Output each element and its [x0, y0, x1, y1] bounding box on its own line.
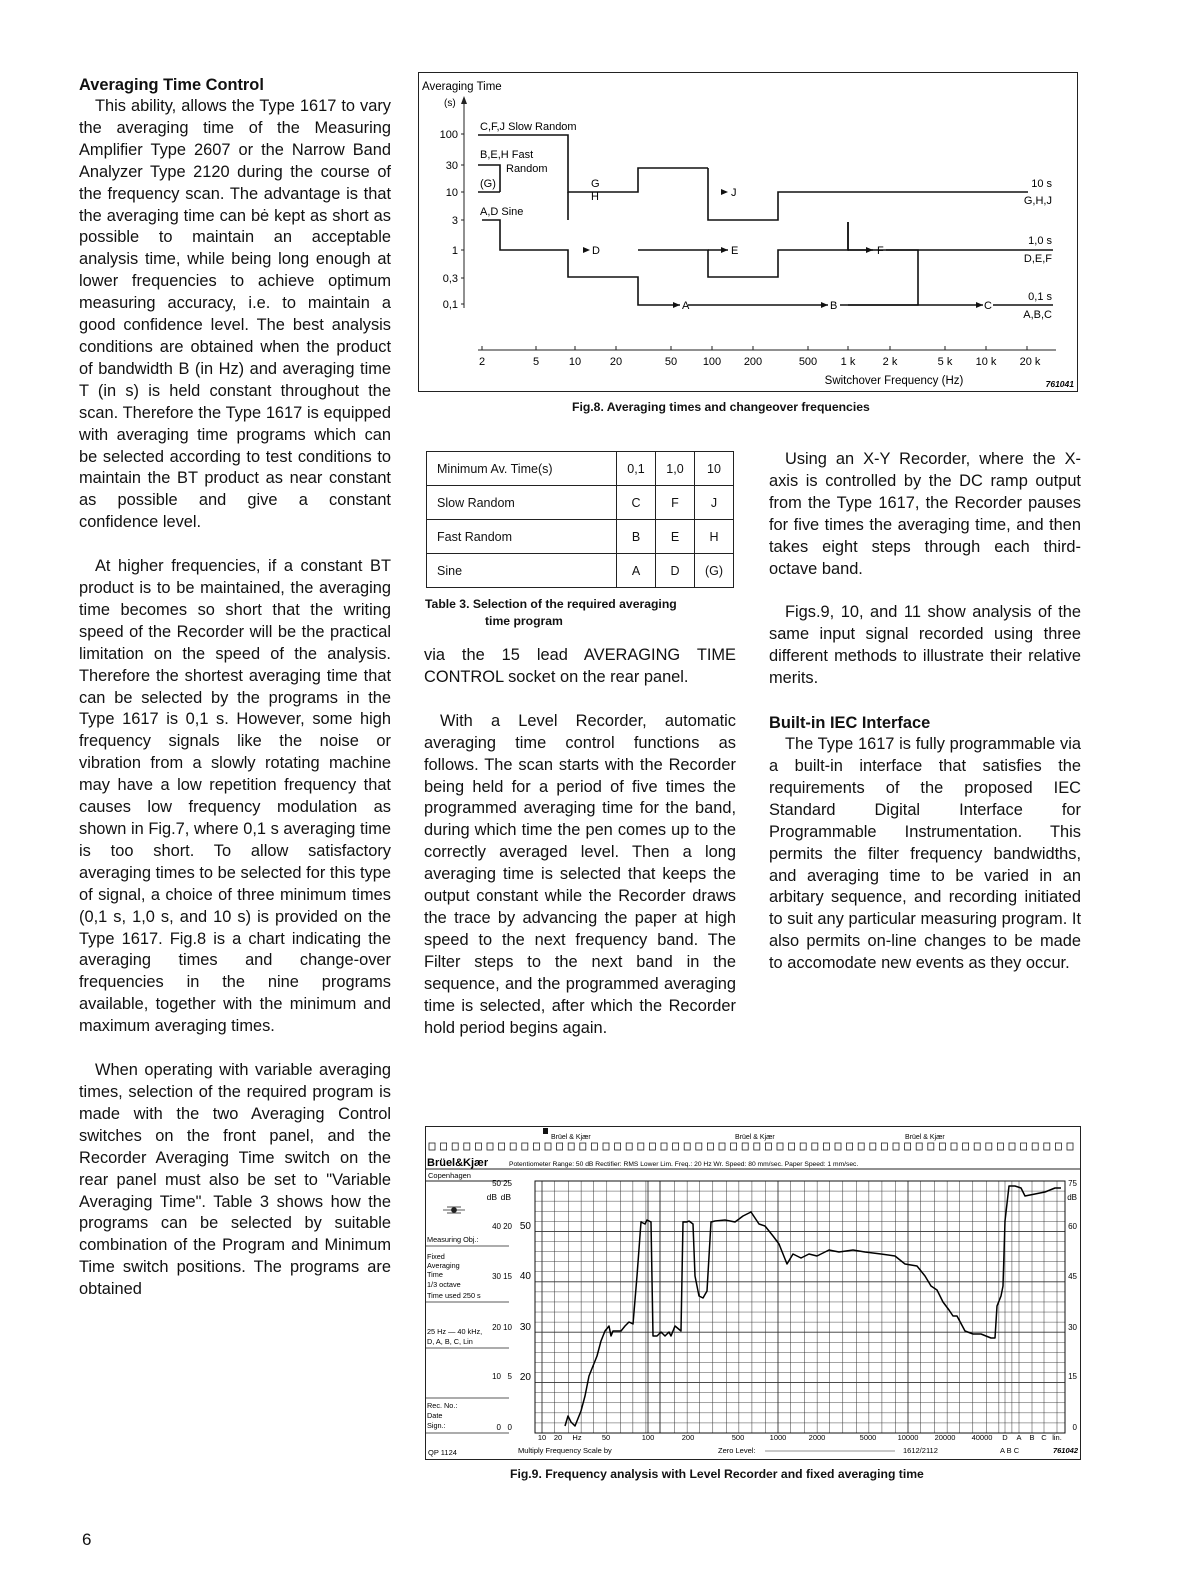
sprocket-hole [858, 1143, 864, 1150]
side-field: Fixed [427, 1252, 445, 1261]
paragraph: When operating with variable averaging times, selection of the required program is made with the two Averaging Control switches on the front panel, and the Recorder Averaging Time switch on the rear panel must also be set to "Variable Averaging Time". Table 3 shows how the programs can be selected by suitable combination of the Program and Minimum Time switch positions. The programs are obtained [79, 1061, 391, 1299]
label-E: E [731, 245, 739, 257]
label-def: D,E,F [1023, 253, 1052, 265]
sprocket-hole [1067, 1143, 1073, 1150]
table-row [427, 554, 734, 588]
x-tick-label: 40000 [971, 1433, 993, 1442]
x-tick-label: 2 k [882, 356, 898, 368]
sprocket-hole [696, 1143, 702, 1150]
side-field: 1/3 octave [427, 1280, 461, 1289]
x-tick-label: lin. [1052, 1433, 1062, 1442]
x-tick-label: 200 [681, 1433, 695, 1442]
table-cell: J [695, 486, 734, 520]
x-tick-label: 500 [731, 1433, 745, 1442]
scale-right: 75 [1068, 1179, 1077, 1188]
scale-inner: 25 [503, 1179, 512, 1188]
sprocket-hole [603, 1143, 609, 1150]
scale-inner: 15 [503, 1272, 512, 1281]
scale-inner: 20 [503, 1222, 512, 1231]
column-middle [424, 645, 736, 1039]
scale-right: 45 [1068, 1272, 1077, 1281]
sprocket-hole [997, 1143, 1003, 1150]
scale-outer: 0 [496, 1423, 501, 1432]
sprocket-hole [881, 1143, 887, 1150]
sprocket-hole [777, 1143, 783, 1150]
side-field: Measuring Obj.: [427, 1235, 479, 1244]
sprocket-hole [499, 1143, 505, 1150]
x-tick-label: 100 [702, 356, 722, 368]
x-tick-label: 1 k [840, 356, 856, 368]
sprocket-hole [638, 1143, 644, 1150]
logo-icon [443, 1207, 465, 1213]
scale-outer: 20 [492, 1323, 501, 1332]
table-row [427, 486, 734, 520]
y-axis-label: Averaging Time [422, 81, 502, 93]
table-cell: Sine [427, 554, 617, 588]
y-tick-label: 30 [445, 160, 458, 172]
table-cell: E [656, 520, 695, 554]
paragraph: via the 15 lead AVERAGING TIME CONTROL socket on the rear panel. [424, 646, 736, 686]
sprocket-hole [812, 1143, 818, 1150]
scale-outer: 10 [492, 1372, 501, 1381]
sprocket-hole [847, 1143, 853, 1150]
y-tick-label: 3 [451, 215, 458, 227]
label-10s: 10 s [1031, 178, 1052, 190]
sprocket-hole [905, 1143, 911, 1150]
table-header-cell: 0,1 [617, 452, 656, 486]
table-cell: D [656, 554, 695, 588]
y-tick-label: 100 [439, 129, 458, 141]
model-code: 1612/2112 [903, 1446, 938, 1455]
sprocket-hole [487, 1143, 493, 1150]
sprocket-hole [568, 1143, 574, 1150]
paragraph: The Type 1617 is fully programmable via a built-in interface that satisfies the requirements of the proposed IEC Standard Digital Interface for Programmable Instrumentation. This permits the filter frequency bandwidths, and averaging time to be varied in an arbitary sequence, and recording initiated to suit any particular measuring program. It also permits on-line changes to be made to accomodate new events as they occur. [769, 735, 1081, 973]
x-tick-label: 20000 [934, 1433, 956, 1442]
sprocket-hole [545, 1143, 551, 1150]
x-tick-label: A [1016, 1433, 1022, 1442]
y-tick-label: 10 [445, 187, 458, 199]
weighting-labels: A B C [1000, 1446, 1020, 1455]
scale-db: 50 [519, 1221, 531, 1232]
column-right [769, 449, 1081, 975]
y-axis-unit: (s) [444, 98, 456, 109]
x-tick-label: 500 [798, 356, 818, 368]
paragraph: With a Level Recorder, automatic averaging time control functions as follows. The scan starts with the Recorder being held for a period of five times the programmed averaging time for the band, during which time the pen comes up to the correctly averaged level. Then a long averaging time is selected that keeps the output constant while the Recorder draws the trace by advancing the paper at high speed to the next frequency band. The Filter steps to the next band in the sequence, and the programmed averaging time is selected, after which the Recorder hold period begins again. [424, 711, 736, 1037]
sprocket-hole [800, 1143, 806, 1150]
sprocket-hole [1009, 1143, 1015, 1150]
y-tick-label: 0,1 [442, 299, 458, 311]
scale-outer: 40 [492, 1222, 501, 1231]
x-tick-label: 20 [609, 356, 623, 368]
brand-mark: Brüel & Kjær [551, 1134, 591, 1141]
sprocket-hole [870, 1143, 876, 1150]
multiply-scale-label: Multiply Frequency Scale by [518, 1446, 612, 1455]
x-tick-label: 5 k [937, 356, 953, 368]
label-H: H [591, 191, 599, 203]
x-tick-label: 2 [478, 356, 486, 368]
scale-right: 30 [1068, 1323, 1077, 1332]
figure-code: 761042 [1052, 1446, 1078, 1455]
x-tick-label: 10 [568, 356, 582, 368]
brand-mark: Brüel & Kjær [905, 1134, 945, 1141]
label-1s: 1,0 s [1028, 235, 1052, 247]
x-tick-label: B [1029, 1433, 1035, 1442]
x-tick-label: Hz [572, 1433, 582, 1442]
scale-inner: 10 [503, 1323, 512, 1332]
label-D: D [592, 245, 600, 257]
sprocket-hole [464, 1143, 470, 1150]
label-abc: A,B,C [1023, 309, 1052, 321]
db-label: dB [1067, 1193, 1077, 1202]
brand-mark: Brüel & Kjær [735, 1134, 775, 1141]
x-tick-label: 100 [641, 1433, 655, 1442]
sprocket-hole [765, 1143, 771, 1150]
scale-right: 15 [1068, 1372, 1077, 1381]
paragraph: At higher frequencies, if a constant BT product is to be maintained, the averaging time becomes so short that the writing speed of the Recorder will be the practical limitation on the speed of the analysis. Therefore the shortest averaging time that can be selected by the programs in the Type 1617 is 0,1 s. However, some high frequency signals like the noise or vibration from a slowly rotating machine may have a low repetition frequency that causes low frequency modulation as shown in Fig.7, where 0,1 s averaging time is too short. To allow satisfactory averaging times to be selected for this type of signal, a choice of three minimum times (0,1 s, 1,0 s, and 10 s) is provided on the Type 1617. Fig.8 is a chart indicating the averaging times and change-over frequencies in the nine programs available, together with the minimum and maximum averaging times. [79, 557, 391, 1036]
sprocket-hole [649, 1143, 655, 1150]
label-ghj: G,H,J [1023, 195, 1052, 207]
label-J: J [731, 187, 737, 199]
side-field: Time [427, 1270, 443, 1279]
label-A: A [682, 300, 690, 312]
table-header-cell: 1,0 [656, 452, 695, 486]
table-caption-line: Table 3. Selection of the required averaging [425, 597, 677, 611]
y-tick-label: 0,3 [442, 273, 458, 285]
scale-right: 60 [1068, 1222, 1077, 1231]
scale-right: 0 [1072, 1423, 1077, 1432]
city-label: Copenhagen [428, 1171, 471, 1180]
sprocket-hole [974, 1143, 980, 1150]
label-C: C [984, 300, 992, 312]
sprocket-hole [893, 1143, 899, 1150]
sprocket-hole [429, 1143, 435, 1150]
db-label: dB [500, 1192, 511, 1202]
sprocket-hole [835, 1143, 841, 1150]
page-number: 6 [82, 1530, 92, 1549]
table-cell: Slow Random [427, 486, 617, 520]
sprocket-hole [441, 1143, 447, 1150]
x-tick-label: 20 [553, 1433, 563, 1442]
figure-8-chart [418, 72, 1078, 392]
sprocket-hole [1044, 1143, 1050, 1150]
sprocket-hole [1021, 1143, 1027, 1150]
section-heading-averaging: Averaging Time Control [79, 76, 264, 94]
label-G: G [591, 178, 600, 190]
label-fast-random: B,E,H Fast [480, 149, 534, 161]
label-F: F [877, 245, 884, 257]
table-cell: H [695, 520, 734, 554]
x-tick-label: 10000 [897, 1433, 919, 1442]
side-field: Averaging [427, 1261, 460, 1270]
x-tick-label: 50 [601, 1433, 611, 1442]
sprocket-hole [951, 1143, 957, 1150]
scale-outer: 30 [492, 1272, 501, 1281]
sprocket-hole [522, 1143, 528, 1150]
sprocket-hole [615, 1143, 621, 1150]
label-slow-random: C,F,J Slow Random [480, 121, 577, 133]
side-field: Time used 250 s [427, 1291, 481, 1300]
table-3-caption [425, 596, 737, 630]
sprocket-hole [939, 1143, 945, 1150]
sprocket-hole [742, 1143, 748, 1150]
side-field: D, A, B, C, Lin [427, 1337, 473, 1346]
sprocket-hole [475, 1143, 481, 1150]
sprocket-hole [452, 1143, 458, 1150]
scale-db: 20 [519, 1372, 531, 1383]
table-cell: F [656, 486, 695, 520]
label-B: B [830, 300, 838, 312]
x-tick-label: 20 k [1019, 356, 1041, 368]
zero-level-label: Zero Level: [718, 1446, 756, 1455]
sprocket-hole [928, 1143, 934, 1150]
table-cell: A [617, 554, 656, 588]
sprocket-hole [626, 1143, 632, 1150]
x-tick-label: 200 [743, 356, 763, 368]
recorder-settings: Potentiometer Range: 50 dB Rectifier: RMS Lower Lim. Freq.: 20 Hz Wr. Speed: 80 mm/sec. Paper Speed: 1 mm/sec. [509, 1161, 859, 1168]
table-cell: B [617, 520, 656, 554]
scale-inner: 0 [507, 1423, 512, 1432]
table-cell: (G) [695, 554, 734, 588]
sprocket-hole [789, 1143, 795, 1150]
label-01s: 0,1 s [1028, 291, 1052, 303]
form-code: QP 1124 [428, 1448, 457, 1457]
brand-logo: Brüel&Kjær [427, 1157, 489, 1169]
scale-inner: 5 [507, 1372, 512, 1381]
sprocket-hole [963, 1143, 969, 1150]
sprocket-hole [684, 1143, 690, 1150]
sprocket-hole [661, 1143, 667, 1150]
table-cell: Fast Random [427, 520, 617, 554]
paragraph: This ability, allows the Type 1617 to vary the averaging time of the Measuring Amplifier Type 2607 or the Narrow Band Analyzer Type 2120 during the course of the frequency scan. The advantage is that the averaging time can bė kept as short as possible to maintain an acceptable analysis time, while being long enough at lower frequencies to achieve optimum measuring accuracy, i.e. to maintain a good confidence level. The best analysis conditions are obtained when the product of bandwidth B (in Hz) and averaging time T (in s) is held constant throughout the scan. Therefore the Type 1617 is equipped with averaging time programs which can be selected according to test conditions to maintain the BT product as near constant as possible and give a constant confidence level. [79, 97, 391, 532]
label-g: (G) [480, 178, 496, 190]
table-cell: C [617, 486, 656, 520]
side-field: Rec. No.: [427, 1401, 458, 1410]
paragraph: Figs.9, 10, and 11 show analysis of the same input signal recorded using three different methods to illustrate their relative merits. [769, 603, 1081, 688]
side-field: 25 Hz — 40 kHz, [427, 1327, 483, 1336]
figure-9-recorder-chart [425, 1126, 1081, 1460]
sprocket-hole [731, 1143, 737, 1150]
x-tick-label: C [1041, 1433, 1047, 1442]
x-tick-label: 1000 [769, 1433, 787, 1442]
sprocket-hole [1032, 1143, 1038, 1150]
y-tick-label: 1 [451, 245, 458, 257]
frequency-response-trace [565, 1186, 1061, 1426]
x-tick-label: D [1002, 1433, 1008, 1442]
sprocket-hole [986, 1143, 992, 1150]
figure-9-caption: Fig.9. Frequency analysis with Level Recorder and fixed averaging time [510, 1467, 924, 1481]
x-tick-label: 5000 [859, 1433, 877, 1442]
x-tick-label: 50 [664, 356, 678, 368]
figure-8-caption: Fig.8. Averaging times and changeover frequencies [572, 400, 870, 414]
x-tick-label: 10 [537, 1433, 547, 1442]
table-caption-line-2: time program [485, 614, 563, 628]
sprocket-hole [1055, 1143, 1061, 1150]
sprocket-hole [580, 1143, 586, 1150]
sprocket-hole [557, 1143, 563, 1150]
table-header-cell: Minimum Av. Time(s) [427, 452, 617, 486]
table-row [427, 520, 734, 554]
sprocket-hole [823, 1143, 829, 1150]
label-sine: A,D Sine [480, 206, 524, 218]
scale-db: 30 [519, 1322, 531, 1333]
column-left [79, 74, 391, 1301]
sprocket-hole [916, 1143, 922, 1150]
db-label: dB [486, 1192, 497, 1202]
sprocket-hole [754, 1143, 760, 1150]
scale-outer: 50 [492, 1179, 501, 1188]
sprocket-hole [591, 1143, 597, 1150]
x-tick-label: 2000 [808, 1433, 826, 1442]
sprocket-hole [673, 1143, 679, 1150]
table-header-row [427, 452, 734, 486]
sprocket-hole [533, 1143, 539, 1150]
figure-code: 761041 [1045, 379, 1074, 389]
side-field: Sign.: [427, 1421, 446, 1430]
scale-db: 40 [519, 1271, 531, 1282]
table-header-cell: 10 [695, 452, 734, 486]
x-tick-label: 5 [532, 356, 540, 368]
paragraph: Using an X-Y Recorder, where the X-axis is controlled by the DC ramp output from the Type 1617, the Recorder pauses for five times the averaging time, and then takes eight steps through each third-octave band. [769, 450, 1081, 578]
x-axis-label: Switchover Frequency (Hz) [824, 375, 964, 387]
sprocket-hole [510, 1143, 516, 1150]
section-heading-iec: Built-in IEC Interface [769, 714, 931, 733]
label-fast-random-2: Random [506, 163, 548, 175]
side-field: Date [427, 1411, 443, 1420]
x-tick-label: 10 k [975, 356, 997, 368]
table-3 [426, 451, 734, 588]
sprocket-hole [719, 1143, 725, 1150]
sprocket-hole [707, 1143, 713, 1150]
